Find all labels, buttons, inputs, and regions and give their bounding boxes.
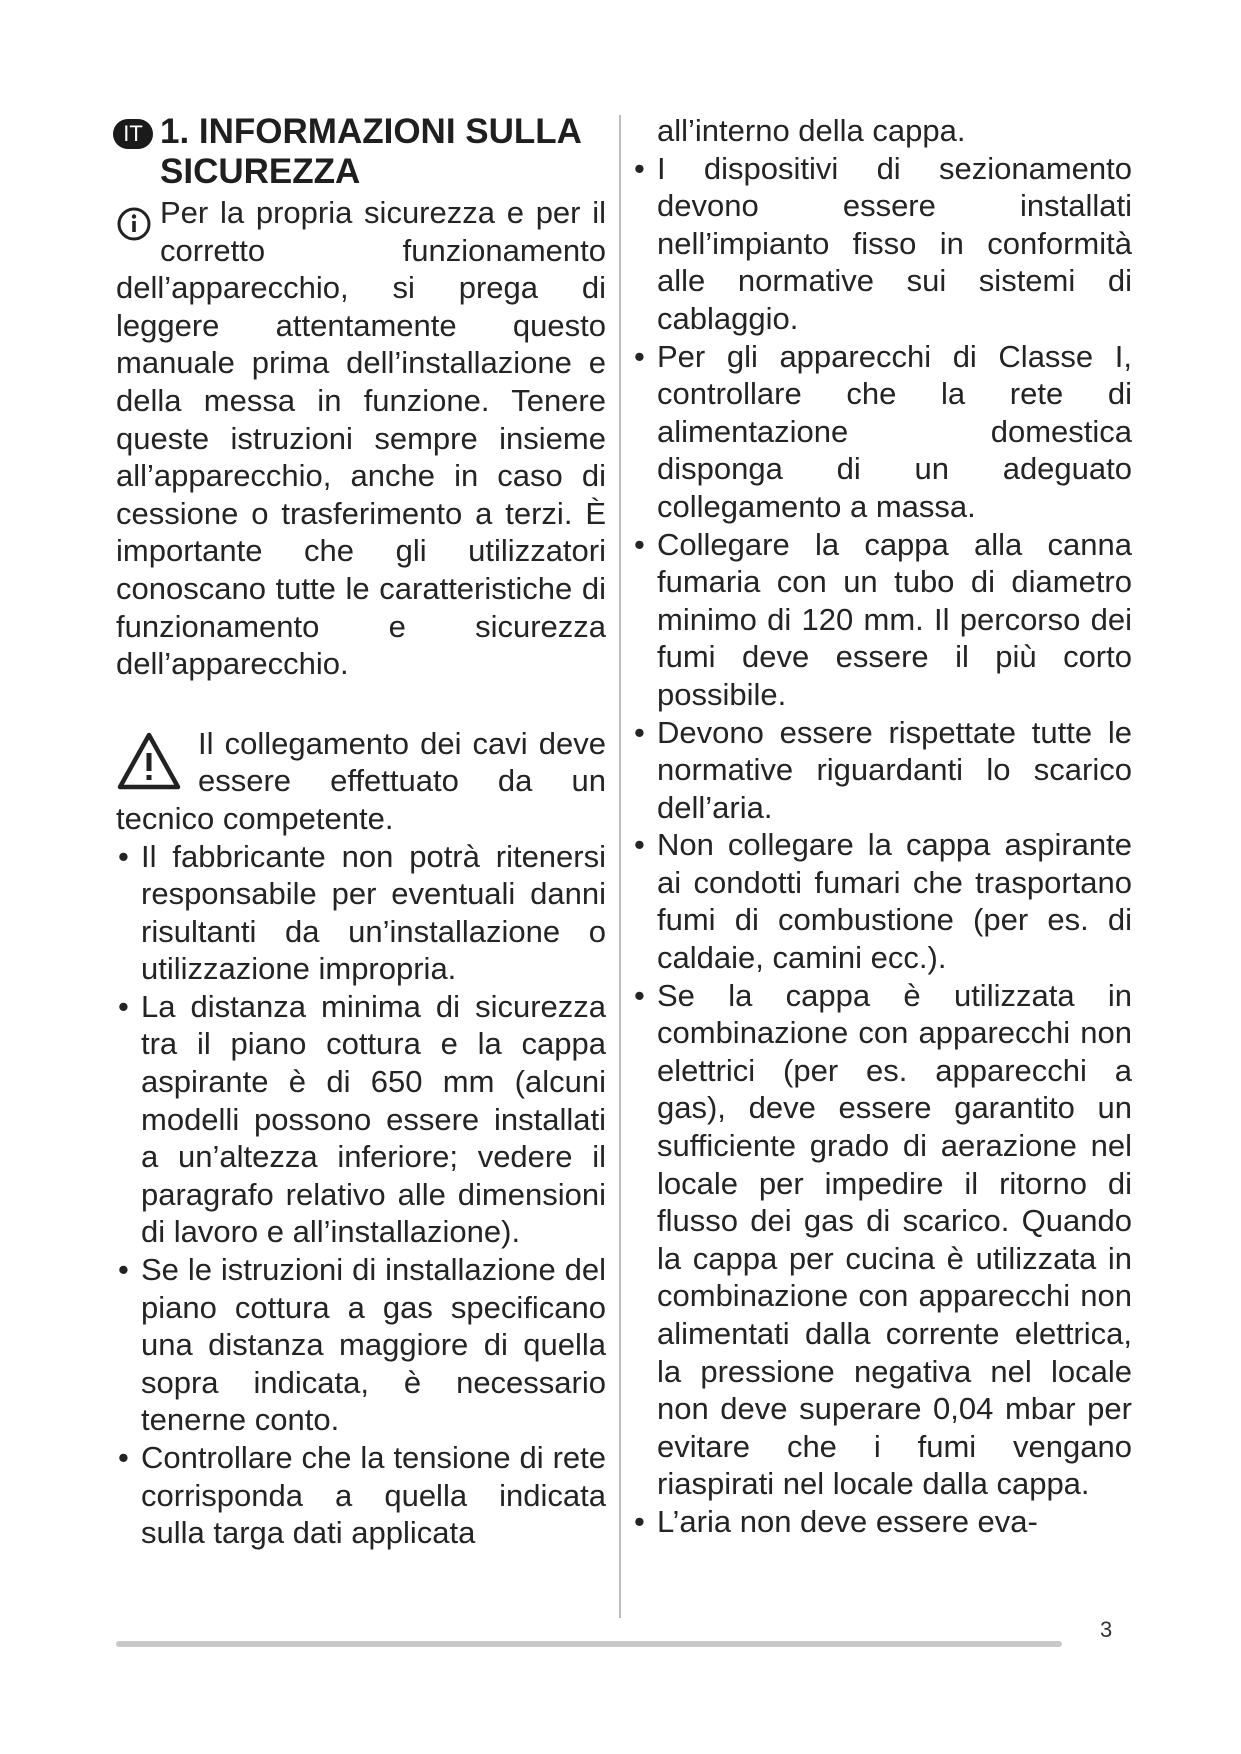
list-item: • L’aria non deve essere eva- [632,1503,1132,1541]
heading-line-2: SICUREZZA [160,152,361,191]
list-item: • Per gli apparecchi di Classe I, controllare che la rete di alimentazione domestica disponga di un adeguato collegamento a massa. [632,338,1132,526]
warning-paragraph: Il collegamento dei cavi deve essere effettuato da un tecnico competente. [116,725,606,836]
heading-line-1: 1. INFORMAZIONI SULLA [160,112,582,151]
continued-text: all’interno della cappa. [657,113,966,148]
list-item: • I dispositivi di sezionamento devono essere installati nell’impianto fisso in conformità alle normative sui sistemi di cablaggio. [632,150,1132,338]
info-icon [116,204,152,244]
column-divider [619,115,621,1618]
page-number: 3 [1100,1617,1113,1642]
list-item: • Controllare che la tensione di rete corrisponda a quella indicata sulla targa dati applicata [116,1439,606,1552]
warning-triangle-icon [116,731,182,793]
list-item: • La distanza minima di sicurezza tra il piano cottura e la cappa aspirante è di 650 mm (alcuni modelli possono essere installati a un’altezza inferiore; vedere il paragrafo relativo alle dimensioni di lavoro e all’installazione). [116,988,606,1251]
list-item: • Non collegare la cappa aspirante ai condotti fumari che trasportano fumi di combustione (per es. di caldaie, camini ecc.). [632,826,1132,976]
right-bullet-list [632,150,1132,1541]
list-item: • Il fabbricante non potrà ritenersi responsabile per eventuali danni risultanti da un’installazione o utilizzazione impropria. [116,838,606,988]
intro-paragraph: Per la propria sicurezza e per il corretto funzionamento dell’apparecchio, si prega di leggere attentamente questo manuale prima dell’installazione e della messa in funzione. Tenere queste istruzioni sempre insieme all’apparecchio, anche in caso di cessione o trasferimento a terzi. È importante che gli utilizzatori conoscano tutte le caratteristiche di funzionamento e sicurezza dell’apparecchio. [116,195,606,682]
language-badge: IT [113,119,153,149]
list-item: • Collegare la cappa alla canna fumaria con un tubo di diametro minimo di 120 mm. Il percorso dei fumi deve essere il più corto possibile. [632,526,1132,714]
footer-rule [116,1641,1062,1647]
left-column [116,112,606,1552]
left-bullet-list [116,838,606,1552]
warning-block [116,725,606,838]
list-item: • Se la cappa è utilizzata in combinazione con apparecchi non elettrici (per es. apparecchi a gas), deve essere garantito un sufficiente grado di aerazione nel locale per impedire il ritorno di flusso dei gas di scarico. Quando la cappa per cucina è utilizzata in combinazione con apparecchi non alimentati dalla corrente elettrica, la pressione negativa nel locale non deve superare 0,04 mbar per evitare che i fumi vengano riaspirati nel locale dalla cappa. [632,977,1132,1503]
right-column [632,112,1132,1541]
list-item: • Devono essere rispettate tutte le normative riguardanti lo scarico dell’aria. [632,714,1132,827]
list-item: • Se le istruzioni di installazione del piano cottura a gas specificano una distanza maggiore di quella sopra indicata, è necessario tenerne conto. [116,1251,606,1439]
section-heading [116,112,606,192]
intro-block [116,194,606,683]
